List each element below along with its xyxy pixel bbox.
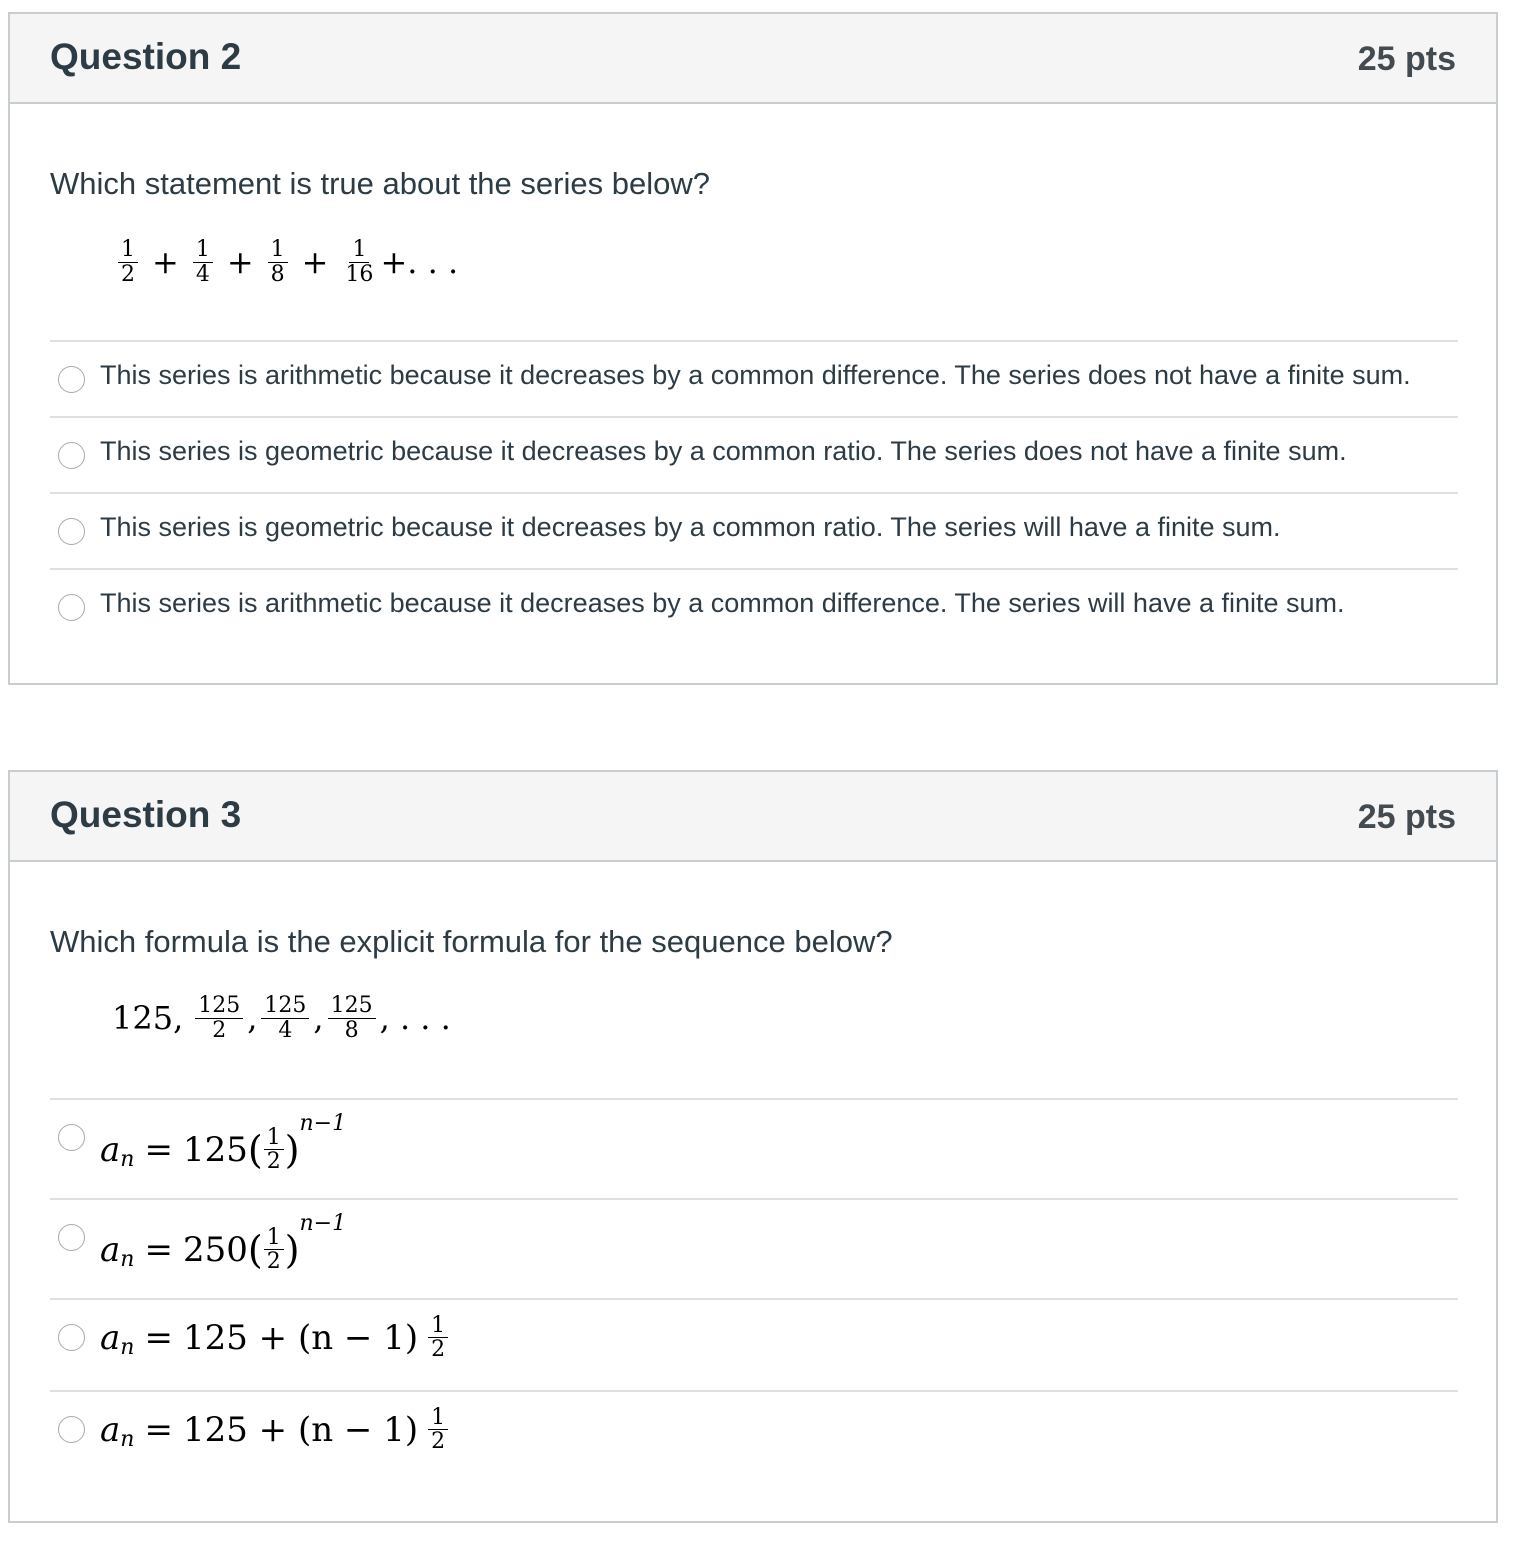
- answer-option[interactable]: [50, 1098, 1458, 1198]
- plus-sign: +: [152, 243, 179, 281]
- comma: ,: [313, 999, 324, 1037]
- question-2-card: [8, 12, 1498, 685]
- question-header: [10, 14, 1496, 104]
- question-prompt: Which statement is true about the series below?: [50, 166, 710, 201]
- answer-option[interactable]: [50, 568, 1458, 644]
- question-3-card: [8, 770, 1498, 1523]
- formula: a n = 125 + (n − 1) $\frac{1}{2}$: [100, 1314, 452, 1361]
- answer-list: [50, 340, 1458, 644]
- question-header: [10, 772, 1496, 862]
- answer-option[interactable]: [50, 416, 1458, 492]
- radio-button[interactable]: [58, 1324, 85, 1351]
- comma: ,: [247, 999, 258, 1037]
- formula: a n = 125 + (n − 1) $\frac{1}{2}$: [100, 1406, 452, 1453]
- sequence-term: $\frac{125}{8}$: [328, 994, 376, 1041]
- radio-button[interactable]: [58, 518, 85, 545]
- sequence-first-term: 125,: [112, 999, 184, 1037]
- sequence-ellipsis: , . . .: [379, 999, 451, 1037]
- radio-button[interactable]: [58, 442, 85, 469]
- answer-label: This series is arithmetic because it decreases by a common difference. The series will have a finite sum.: [100, 588, 1345, 618]
- question-prompt: Which formula is the explicit formula for the sequence below?: [50, 924, 893, 959]
- answer-option[interactable]: [50, 1198, 1458, 1298]
- answer-label: This series is geometric because it decreases by a common ratio. The series does not have a finite sum.: [100, 436, 1347, 466]
- plus-sign: +: [301, 243, 329, 281]
- radio-button[interactable]: [58, 366, 85, 393]
- plus-sign: +: [226, 243, 254, 281]
- sequence-expression: [112, 986, 451, 1050]
- series-term: $\frac{1}{16}$: [345, 237, 374, 287]
- radio-button[interactable]: [58, 1224, 85, 1251]
- radio-button[interactable]: [58, 1124, 85, 1151]
- formula: a n = 125 ( $\frac{1}{2}$ ) n−1: [100, 1111, 347, 1175]
- radio-button[interactable]: [58, 594, 85, 621]
- answer-list: [50, 1098, 1458, 1482]
- answer-label: This series is geometric because it decreases by a common ratio. The series will have a finite sum.: [100, 512, 1281, 542]
- sequence-term: $\frac{125}{2}$: [195, 994, 243, 1041]
- answer-option[interactable]: [50, 340, 1458, 416]
- answer-option[interactable]: [50, 1298, 1458, 1390]
- answer-option[interactable]: [50, 1390, 1458, 1482]
- series-term: $\frac{1}{2}$: [118, 238, 138, 285]
- radio-button[interactable]: [58, 1416, 85, 1443]
- question-title: Question 3: [50, 794, 242, 835]
- question-title: Question 2: [50, 36, 242, 77]
- question-points: 25 pts: [1357, 40, 1456, 78]
- series-expression: [114, 230, 458, 294]
- formula: a n = 250 ( $\frac{1}{2}$ ) n−1: [100, 1211, 347, 1275]
- answer-option[interactable]: [50, 492, 1458, 568]
- sequence-term: $\frac{125}{4}$: [261, 994, 309, 1041]
- series-term: $\frac{1}{4}$: [193, 238, 213, 285]
- answer-label: This series is arithmetic because it decreases by a common difference. The series does not have a finite sum.: [100, 360, 1411, 390]
- series-term: $\frac{1}{8}$: [268, 238, 288, 285]
- series-ellipsis: +. . .: [380, 243, 459, 281]
- question-points: 25 pts: [1357, 798, 1456, 836]
